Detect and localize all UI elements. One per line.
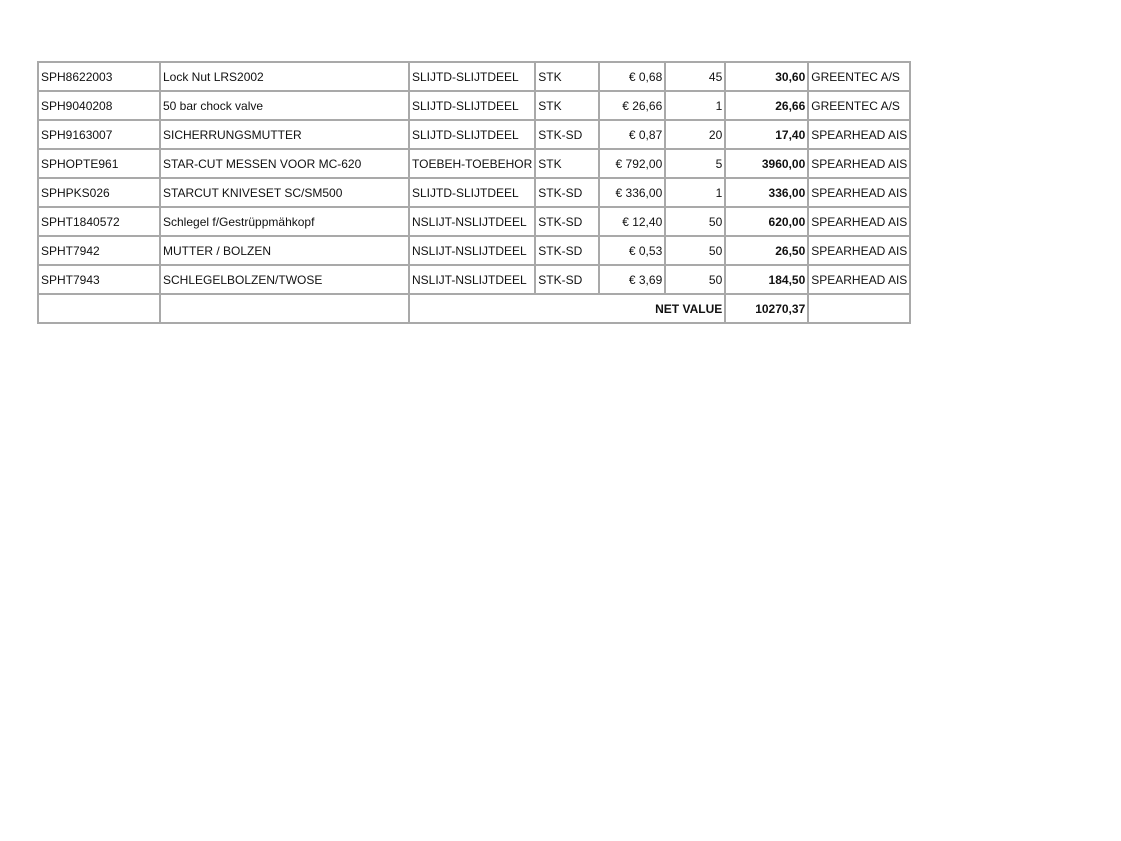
group-cell: TOEBEH-TOEBEHOR (409, 149, 535, 178)
unit-price-cell: € 26,66 (599, 91, 665, 120)
description-cell: SICHERRUNGSMUTTER (160, 120, 409, 149)
table-row (38, 236, 910, 265)
group-cell: NSLIJT-NSLIJTDEEL (409, 207, 535, 236)
line-total-cell: 3960,00 (725, 149, 808, 178)
unit-cell: STK-SD (535, 265, 599, 294)
order-lines-table (37, 61, 911, 324)
description-cell: SCHLEGELBOLZEN/TWOSE (160, 265, 409, 294)
table-row (38, 207, 910, 236)
unit-cell: STK (535, 91, 599, 120)
totals-row (38, 294, 910, 323)
line-total-cell: 26,66 (725, 91, 808, 120)
unit-price-cell: € 336,00 (599, 178, 665, 207)
item-code-cell: SPHT1840572 (38, 207, 160, 236)
item-code-cell: SPH9040208 (38, 91, 160, 120)
unit-cell: STK (535, 149, 599, 178)
quantity-cell: 50 (665, 236, 725, 265)
table-body (38, 62, 910, 294)
group-cell: SLIJTD-SLIJTDEEL (409, 62, 535, 91)
net-value-label: NET VALUE (409, 294, 725, 323)
group-cell: SLIJTD-SLIJTDEEL (409, 178, 535, 207)
unit-cell: STK-SD (535, 207, 599, 236)
quantity-cell: 20 (665, 120, 725, 149)
item-code-cell: SPHT7942 (38, 236, 160, 265)
quantity-cell: 50 (665, 207, 725, 236)
group-cell: SLIJTD-SLIJTDEEL (409, 120, 535, 149)
unit-price-cell: € 12,40 (599, 207, 665, 236)
item-code-cell: SPHPKS026 (38, 178, 160, 207)
description-cell: Schlegel f/Gestrüppmähkopf (160, 207, 409, 236)
unit-cell: STK-SD (535, 178, 599, 207)
table-row (38, 120, 910, 149)
item-code-cell: SPHT7943 (38, 265, 160, 294)
supplier-cell: SPEARHEAD AIS (808, 178, 910, 207)
quantity-cell: 5 (665, 149, 725, 178)
supplier-cell: SPEARHEAD AIS (808, 207, 910, 236)
supplier-cell: SPEARHEAD AIS (808, 120, 910, 149)
group-cell: NSLIJT-NSLIJTDEEL (409, 265, 535, 294)
line-total-cell: 336,00 (725, 178, 808, 207)
quantity-cell: 1 (665, 178, 725, 207)
net-value-amount: 10270,37 (725, 294, 808, 323)
table-row (38, 178, 910, 207)
unit-price-cell: € 3,69 (599, 265, 665, 294)
line-total-cell: 184,50 (725, 265, 808, 294)
unit-price-cell: € 792,00 (599, 149, 665, 178)
supplier-cell: SPEARHEAD AIS (808, 265, 910, 294)
quantity-cell: 1 (665, 91, 725, 120)
line-total-cell: 30,60 (725, 62, 808, 91)
line-total-cell: 620,00 (725, 207, 808, 236)
line-total-cell: 17,40 (725, 120, 808, 149)
supplier-cell: GREENTEC A/S (808, 62, 910, 91)
unit-price-cell: € 0,87 (599, 120, 665, 149)
description-cell: 50 bar chock valve (160, 91, 409, 120)
description-cell: STAR-CUT MESSEN VOOR MC-620 (160, 149, 409, 178)
line-total-cell: 26,50 (725, 236, 808, 265)
empty-cell (160, 294, 409, 323)
empty-cell (38, 294, 160, 323)
description-cell: Lock Nut LRS2002 (160, 62, 409, 91)
group-cell: SLIJTD-SLIJTDEEL (409, 91, 535, 120)
table-row (38, 149, 910, 178)
item-code-cell: SPHOPTE961 (38, 149, 160, 178)
item-code-cell: SPH9163007 (38, 120, 160, 149)
table-row (38, 91, 910, 120)
unit-cell: STK-SD (535, 236, 599, 265)
supplier-cell: SPEARHEAD AIS (808, 149, 910, 178)
group-cell: NSLIJT-NSLIJTDEEL (409, 236, 535, 265)
description-cell: STARCUT KNIVESET SC/SM500 (160, 178, 409, 207)
quantity-cell: 45 (665, 62, 725, 91)
quantity-cell: 50 (665, 265, 725, 294)
unit-price-cell: € 0,53 (599, 236, 665, 265)
table-row (38, 265, 910, 294)
item-code-cell: SPH8622003 (38, 62, 160, 91)
unit-price-cell: € 0,68 (599, 62, 665, 91)
description-cell: MUTTER / BOLZEN (160, 236, 409, 265)
supplier-cell: SPEARHEAD AIS (808, 236, 910, 265)
supplier-cell: GREENTEC A/S (808, 91, 910, 120)
table-row (38, 62, 910, 91)
empty-cell (808, 294, 910, 323)
unit-cell: STK (535, 62, 599, 91)
unit-cell: STK-SD (535, 120, 599, 149)
